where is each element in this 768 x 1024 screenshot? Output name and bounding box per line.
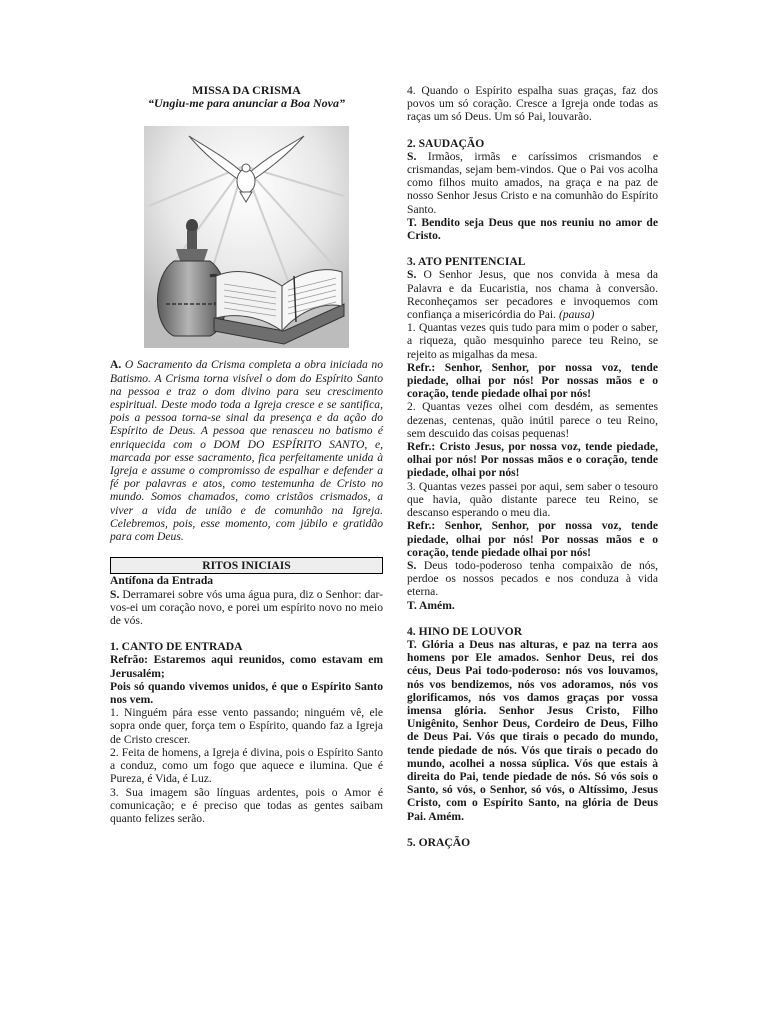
illustration-svg — [144, 126, 349, 348]
canto-verse-4: 4. Quando o Espírito espalha suas graças, faz dos povos um só coração. Cresce a Igreja onde todas as raças um só Deus. Um só Pai, louvarão. — [407, 84, 658, 124]
intro-speaker: A. — [110, 358, 122, 372]
ato-final-paragraph — [407, 559, 658, 599]
canto-refrao-cont: Pois só quando vivemos unidos, é que o Espírito Santo nos vem. — [110, 679, 383, 707]
ato-penitencial-title: 3. ATO PENITENCIAL — [407, 255, 526, 269]
canto-verse-2: 2. Feita de homens, a Igreja é divina, pois o Espírito Santo a conduz, como um fogo que aquece e ilumina. Que é Pureza, é Vida, é Luz. — [110, 745, 383, 786]
canto-verse-1: 1. Ninguém pára esse vento passando; ninguém vê, ele sopra onde quer, força tem o Espírito, quando faz a Igreja de Cristo crescer. — [110, 706, 383, 746]
ato-verse-2: 2. Quantas vezes olhei com desdém, as sementes dezenas, centenas, quão inútil parece o teu Reino, sem descuido das coisas pequenas! — [407, 400, 658, 440]
saudacao-text: Irmãos, irmãs e caríssimos crismandos e crismandas, sejam bem-vindos. Que o Pai vos acolha como filhos muito amados, na graça e na paz de nosso Senhor Jesus Cristo e na comunhão do Espírito Santo. — [407, 149, 658, 216]
ato-verse-3: 3. Quantas vezes passei por aqui, sem saber o tesouro que havia, quão distante parece teu Reino, se descanso esperando o meu dia. — [407, 479, 658, 520]
antifona-text: Derramarei sobre vós uma água pura, diz o Senhor: dar-vos-ei um coração novo, e porei um espírito novo no meio de vós. — [110, 587, 383, 628]
hino-louvor-title: 4. HINO DE LOUVOR — [407, 624, 523, 638]
ato-refrain-1: Refr.: Senhor, Senhor, por nossa voz, tende piedade, olhai por nós! Por nossas mãos e o coração, tende piedade olhai por nós! — [407, 360, 658, 401]
antifona-speaker: S. — [110, 587, 120, 601]
antifona-title: Antífona da Entrada — [110, 574, 214, 588]
saudacao-speaker: S. — [407, 149, 417, 163]
document-subtitle: “Ungiu-me para anunciar a Boa Nova” — [147, 96, 346, 111]
antifona-paragraph — [110, 588, 383, 628]
left-column — [110, 84, 383, 825]
canto-refrao: Refrão: Estaremos aqui reunidos, como estavam em Jerusalém; — [110, 653, 383, 680]
intro-text: O Sacramento da Crisma completa a obra iniciada no Batismo. A Crisma torna visível o dom do Espírito Santo na pessoa e traz o dom divino para seu crescimento espiritual. Deste modo toda a Igreja cresce e se santifica, pois a pessoa torna-se sinal da presença e da ação do Espírito de Deus. A pessoa que renasceu no batismo é enriquecida com o DOM DO ESPÍRITO SANTO, e, marcada por esse sacramento, fica perfeitamente unida à Igreja e assume o compromisso de espalhar e defender a fé por palavras e atos, como testemunha de Cristo no mundo. Somos chamados, como cristãos crismados, a viver a vida de união e de comunhão na Igreja. Celebremos, pois, esse momento, com júbilo e gratidão para com Deus. — [110, 358, 383, 544]
oracao-title: 5. ORAÇÃO — [407, 835, 471, 849]
crisma-illustration — [144, 126, 349, 348]
ato-intro-text: O Senhor Jesus, que nos convida à mesa da Palavra e da Eucaristia, nos chama à conversão. Reconheçamos ser pecadores e invoquemos com confiança a misericórdia do Pai. — [407, 268, 658, 322]
document-title: MISSA DA CRISMA — [192, 83, 301, 97]
saudacao-paragraph — [407, 150, 658, 216]
saudacao-title: 2. SAUDAÇÃO — [407, 136, 485, 150]
ato-speaker: S. — [407, 268, 417, 282]
ritos-iniciais-header: RITOS INICIAIS — [110, 557, 383, 574]
ato-verse-1: 1. Quantas vezes quis tudo para mim o poder o saber, a riqueza, quão mesquinho parece teu Reino, se rejeito as migalhas da mesa. — [407, 321, 658, 361]
ato-final-text: Deus todo-poderoso tenha compaixão de nós, perdoe os nossos pecados e nos conduza à vida eterna. — [407, 558, 658, 599]
ato-refrain-3: Refr.: Senhor, Senhor, por nossa voz, tende piedade, olhai por nós! Por nossas mãos e o coração, tende piedade olhai por nós! — [407, 519, 658, 559]
hino-text: T. Glória a Deus nas alturas, e paz na terra aos homens por Ele amados. Senhor Deus, rei dos céus, Deus Pai todo-poderoso: nós vos louvamos, nós vos bendizemos, nós vos adoramos, nós vos glorificamos, nós vos damos graças por vossa imensa glória. Senhor Jesus Cristo, Filho Unigênito, Senhor Deus, Cordeiro de Deus, Filho de Deus Pai. Vós que tirais o pecado do mundo, tende piedade de nós. Vós que tirais o pecado do mundo, acolhei a nossa súplica. Vós que estais à direita do Pai, tende piedade de nós. Só vós sois o Santo, só vós, o Senhor, só vós, o Altíssimo, Jesus Cristo, com o Espírito Santo, na glória de Deus Pai. Amém. — [407, 637, 658, 823]
canto-verse-3: 3. Sua imagem são línguas ardentes, pois o Amor é comunicação; e é preciso que todas as gentes saibam quanto felizes serão. — [110, 785, 383, 825]
ato-intro-paragraph — [407, 268, 658, 321]
ato-amem: T. Amém. — [407, 598, 455, 612]
saudacao-response: T. Bendito seja Deus que nos reuniu no amor de Cristo. — [407, 215, 658, 243]
intro-paragraph — [110, 358, 383, 543]
ato-final-speaker: S. — [407, 558, 417, 572]
ato-refrain-2: Refr.: Cristo Jesus, por nossa voz, tende piedade, olhai por nós! Por nossas mãos e o coração, tende piedade, olhai por nós! — [407, 440, 658, 480]
ato-pausa: (pausa) — [558, 308, 595, 322]
canto-entrada-title: 1. CANTO DE ENTRADA — [110, 640, 243, 654]
right-column — [407, 84, 658, 849]
